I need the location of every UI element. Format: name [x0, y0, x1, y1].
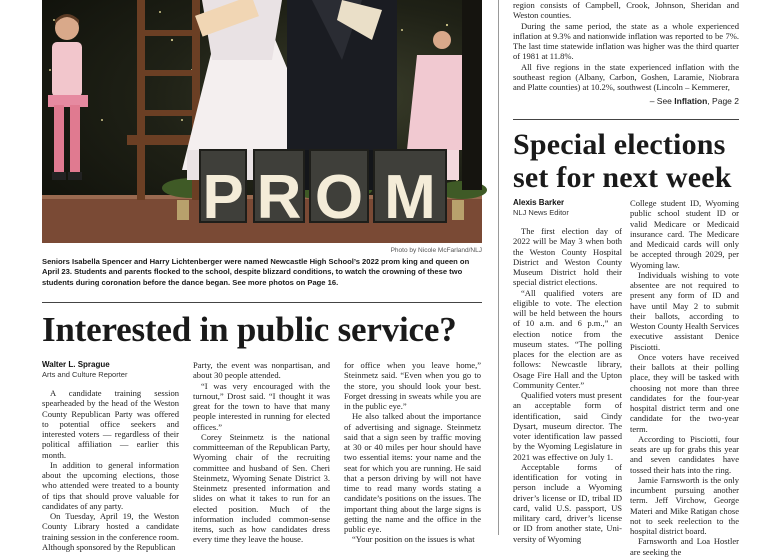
article-column-2: [193, 360, 330, 552]
paragraph: All five regions in the state experienced inflation with the southeast region (Albany, Carbon, Goshen, Laramie, Niobrara and Platte counties) at 10.2%, southwest (Lincoln – Kemmerer,: [513, 61, 739, 92]
headline-public-service: Interested in public service?: [42, 310, 457, 349]
byline-role: Arts and Culture Reporter: [42, 370, 128, 379]
headline-special-elections: Special elections set for next week: [513, 128, 732, 194]
byline-author: Alexis Barker: [513, 198, 565, 207]
paragraph: He also talked about the importance of advertising and signage. Steinmetz said that a sign seen by traffic moving at 30 or 40 miles per hour should have two essential items: your name and the seat for which you are running. He said that a person driving by will not have time to read many words stating a candidate’s positions on the issues. The important thing about the large signs is getting the name and the office in the public eye.: [344, 411, 481, 534]
paragraph: During the same period, the state as a whole experienced inflation at 9.3% and nationwide inflation was reported to be 7%. The last time statewide inflation was higher was the third quarter of 1981 at 11.8%.: [513, 20, 739, 62]
paragraph: Jamie Farnsworth is the only incumbent pursuing another term. Jeff Virchow, George Materi and Mike Ratigan chose not to seek reelection to the hospital district board.: [630, 474, 739, 536]
paragraph: “I was very encouraged with the turnout,” Drost said. “I thought it was great for the town to have that many people interested in running for elected offices.”: [193, 380, 330, 432]
paragraph: for office when you leave home,” Steinmetz said. “Even when you go to the store, you should look your best. Forget dressing in sweats while you are in the public eye.”: [344, 360, 481, 411]
article-column-1: [513, 198, 622, 557]
paragraph: Individuals wishing to vote absentee are not required to present any form of ID and have until May 2 to submit their ballots, according to Weston County Health Services executive assistant Denice Pisciotti.: [630, 269, 739, 352]
prom-letter-m: M: [384, 163, 436, 232]
photo-caption: Seniors Isabella Spencer and Harry Lichtenberger were named Newcastle High School’s 2022 prom king and queen on April 23. Students and parents flocked to the school, despite blizzard conditions, to watch the crowning of these two students during coronation before the dance began. See more photos on Page 16.: [42, 257, 470, 287]
paragraph: Qualified voters must present an acceptable form of identification, said Cindy Dysart, museum director. The voter identification law passed by the Wyoming Legislature in 2021 was effective on July 1.: [513, 390, 622, 462]
paragraph: The first election day of 2022 will be May 3 when both the Weston County Hospital District and Weston County Museum District hold their special district elections.: [513, 226, 622, 288]
photo-credit: Photo by Nicole McFarland/NLJ: [390, 247, 482, 254]
column-divider: [498, 0, 499, 535]
article-column-2: [630, 198, 739, 557]
paragraph: “All qualified voters are eligible to vote. The election will be held between the hours of 10 a.m. and 6 p.m.,” an election notice from the museum states. “The polling places for the election are as follows: Newcastle library, Osage Fire Hall and the Upton Community Center.”: [513, 287, 622, 390]
byline-role: NLJ News Editor: [513, 208, 569, 217]
paragraph: Once voters have received their ballots at their polling place, they will be tasked with choosing not more than three candidates for the four-year hospital district term and one candidate for the two-year term.: [630, 351, 739, 434]
prom-sign: [200, 150, 446, 232]
prom-photo-illustration: [42, 0, 482, 243]
article-column-1: [42, 360, 179, 552]
jump-page: , Page 2: [707, 96, 739, 106]
jump-keyword: Inflation: [674, 96, 708, 106]
paragraph: A candidate training session spearheaded by the head of the Weston County Republican Party was offered to potential office seekers and interested voters — regardless of their political affiliation — earlier this month.: [42, 388, 179, 460]
paragraph: region consists of Campbell, Crook, Johnson, Sheridan and Weston counties.: [513, 0, 739, 21]
section-divider-left: [42, 302, 482, 303]
inflation-jump-link[interactable]: [513, 96, 739, 106]
public-service-article: [42, 360, 482, 552]
prom-letter-r: R: [256, 163, 302, 232]
paragraph: Farnsworth and Loa Hostler are seeking the: [630, 536, 739, 557]
prom-letter-p: P: [202, 163, 244, 232]
paragraph: On Tuesday, April 19, the Weston County Library hosted a candidate training session in the conference room. Although sponsored by the Republican: [42, 511, 179, 552]
prom-photo: [42, 0, 482, 243]
article-column-3: [344, 360, 481, 552]
paragraph: Acceptable forms of identification for voting in person include a Wyoming driver’s license or ID, tribal ID card, valid U.S. passport, US military card, driver’s license or ID from another state, University of Wyoming: [513, 461, 622, 544]
paragraph: Party, the event was nonpartisan, and about 30 people attended.: [193, 360, 330, 381]
section-divider-right: [513, 119, 739, 120]
paragraph: “Your position on the issues is what: [352, 534, 475, 545]
special-elections-article: [513, 198, 739, 557]
paragraph: According to Pisciotti, four seats are up for grabs this year and seven candidates have tossed their hats into the ring.: [630, 433, 739, 475]
jump-prefix: – See: [649, 96, 675, 106]
paragraph: Corey Steinmetz is the national committeeman of the Republican Party, Wyoming chair of the recruiting committee and husband of Sen. Cheri Steinmetz, Wyoming Senate District 3. Steinmetz presented information and slides on what it takes to run for an elected position. Much of the information included common-sense items, such as how candidates dress every time they leave the house.: [193, 431, 330, 545]
byline-author: Walter L. Sprague: [42, 360, 110, 369]
paragraph: In addition to general information about the upcoming elections, those who attended were treated to a bounty of tips that should prove valuable for candidates of any party.: [42, 459, 179, 511]
paragraph: College student ID, Wyoming public school student ID or valid Medicare or Medicaid insurance card. The Medicare and Medicaid cards will only be accepted through 2029, per Wyoming law.: [630, 198, 739, 270]
inflation-story-continuation: [513, 0, 739, 92]
prom-letter-o: O: [314, 163, 364, 232]
boy-figure: [48, 14, 88, 180]
